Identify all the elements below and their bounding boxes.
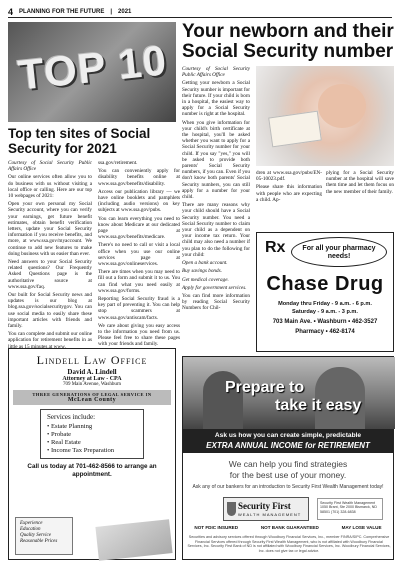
sf-logo-subtitle: WEALTH MANAGEMENT (238, 512, 302, 517)
right-article-column-1 (182, 66, 250, 326)
header-divider: | (110, 8, 113, 15)
paragraph: dren at www.ssa.gov/pubs/EN-05-10023.pdf. (256, 170, 322, 183)
paragraph: plying for a Social Security number at the hospital will save them time and let them focus on the new member of their family. (326, 170, 394, 195)
lindell-firm-name: Lindell Law Office (36, 353, 148, 367)
badge-line: Reasonable Prices (20, 539, 58, 544)
sf-help-text (183, 459, 393, 481)
chase-pharmacy-phone: Pharmacy • 462-8174 (295, 329, 355, 335)
lindell-band-text: THREE GENERATIONS OF LEGAL SERVICE IN (32, 392, 152, 397)
chase-address: 703 Main Ave. • Washburn • 462-3527 (272, 319, 378, 325)
paragraph: When you give information for your child's birth certificate at the hospital, you'll be asked whether you want to apply for a Social Security number for your child. If you say "yes," you will be asked to provide both parents' Social Security numbers, if you can. Even if you don't know both parents' Social Security numbers, you can still apply for a number for your child. (182, 119, 250, 201)
rx-icon: Rx (265, 239, 286, 256)
list-item: • Probate (47, 431, 137, 439)
sf-headline-line2: take it easy (275, 397, 362, 414)
sf-headline-line1: Prepare to (225, 379, 305, 396)
chase-drug-name: Chase Drug (266, 273, 384, 295)
lindell-services-heading: Services include: (47, 413, 96, 421)
section-name: PLANNING FOR THE FUTURE (19, 8, 105, 15)
list-item: • Estate Planning (47, 423, 137, 431)
sf-fine-print: Securities and advisory services offered through Woodbury Financial Services, Inc., member FINRA/SIPC. Comprehensive Financial Services offered through Security First Wealth Management, who is not affiliated with Woodbury Financial Services, Inc. Security First Bank of ND is not affiliated with Woodbury Financial Services, Inc. Woodbury Financial Services, Inc. does not give tax or legal advice. (187, 535, 391, 553)
paragraph: We care about giving you easy access to the information you need from us. Please feel free to share these pages with your friends and family. (98, 322, 180, 348)
paragraph: There's no need to call or visit a local office when you use our online services page at www.ssa.gov/onlineservices. (98, 242, 180, 268)
sf-contact-box: Security First Wealth Management 1050 Brant, Ste 2000 Bismarck, ND 58501 (701) 328-6838 (317, 498, 383, 520)
calculator-photo (95, 519, 172, 561)
paragraph: There are times when you may need to fill out a form and submit it to us. You can find what you need easily at www.ssa.gov/forms. (98, 269, 180, 294)
lindell-generations-band (13, 390, 171, 405)
sf-ask-banner: Ask us how you can create simple, predictable (183, 429, 393, 440)
right-article-headline: Your newborn and their Social Security number (182, 21, 394, 62)
paragraph: You can find more information by reading Social Security Numbers for Chil- (182, 292, 250, 312)
social-security-card-shape (268, 111, 322, 148)
paragraph: You can conveniently apply for disability benefits online at www.ssa.gov/benefits/disability. (98, 168, 180, 187)
disclaimer: MAY LOSE VALUE (341, 525, 382, 530)
lindell-services-list (47, 423, 137, 455)
sf-ask-bankers: Ask any of our bankers for an introduction to Security First Wealth Management today! (192, 484, 384, 490)
right-article-credit: Courtesy of Social Security Public Affairs Office (182, 66, 250, 79)
paragraph: Our built for Social Security news and updates is our blog at blog.ssa.gov/socialsecuritygov. You can use social media to easily share these important articles with friends and family. (8, 292, 92, 330)
lindell-call-text: Call us today at 701-462-8566 to arrange an appointment. (27, 463, 157, 478)
paragraph: You can complete and submit our online application for retirement benefits in as little as 15 minutes at www. (8, 331, 92, 350)
retirees-photo (183, 357, 395, 429)
page-number: 4 (8, 6, 14, 17)
lindell-law-ad (8, 348, 176, 560)
paragraph: Open your own personal my Social Security account, where you can verify your earnings, get future benefit estimates, obtain benefit verification letters, update your Social Security information if you receive benefits, and more, at www.ssa.gov/myaccount. We continue to add new features to make doing business with us easier than ever. (8, 201, 92, 257)
disclaimer: NOT FDIC INSURED (194, 525, 239, 530)
lindell-address: 709 Main Avenue, Washburn (62, 382, 121, 387)
list-item: Apply for government services. (182, 284, 247, 291)
paragraph: Getting your newborn a Social Security number is important for their future. If your child is born in a hospital, the easiest way to apply for a Social Security number is right at the hospital. (182, 80, 250, 118)
badge-line: Quality Service (20, 533, 51, 538)
left-article-headline: Top ten sites of Social Security for 2021 (8, 126, 151, 156)
sf-logo-name: Security First (238, 501, 291, 511)
list-item: • Real Estate (47, 439, 137, 447)
chase-weekday-hours: Monday thru Friday - 9 a.m. - 6 p.m. (278, 301, 372, 307)
lindell-attorney-name: David A. Lindell (67, 368, 117, 376)
pharmacy-bubble: For all your pharmacy needs! (291, 237, 387, 267)
paragraph: Need answers to your Social Security related questions? Our Frequently Asked Questions page is the authoritative source at www.ssa.gov/faq. (8, 259, 92, 290)
lindell-attorney-title: Attorney at Law - CPA (62, 376, 122, 382)
paragraph: You can learn everything you need to know about Medicare at our dedicated page at www.ssa.gov/benefits/medicare. (98, 215, 180, 241)
security-first-ad (182, 356, 394, 560)
header-year: 2021 (118, 8, 132, 15)
sf-help-line2: for the best use of your money. (229, 470, 347, 480)
page-header (8, 6, 392, 18)
left-article-credit: Courtesy of Social Security Public Affairs Office (8, 160, 92, 173)
right-article-column-3 (326, 170, 394, 210)
list-item: • Income Tax Preparation (47, 447, 137, 455)
top10-image-text: TOP 10 (15, 36, 170, 99)
badge-line: Experience (20, 521, 43, 526)
paragraph: ssa.gov/retirement. (98, 160, 138, 166)
badge-line: Education (20, 527, 41, 532)
sf-disclaimers (183, 525, 393, 530)
disclaimer: NOT BANK GUARANTEED (260, 525, 319, 530)
paragraph: Please share this information with people who are expecting a child. Ap- (256, 184, 322, 203)
paragraph: There are many reasons why your child should have a Social Security number. You need a Social Security number to claim your child as a dependent on your income tax return. Your child may also need a number if you plan to do the following for your child: (182, 202, 250, 258)
left-article-column-2 (98, 160, 180, 348)
left-article-column-1 (8, 160, 92, 350)
lindell-county: McLean County (67, 397, 117, 403)
top10-image (8, 22, 176, 122)
lindell-values-badge (15, 517, 73, 555)
sf-extra-income-banner: EXTRA ANNUAL INCOME for RETIREMENT (183, 439, 393, 453)
list-item: Get medical coverage. (182, 276, 229, 283)
paragraph: Reporting Social Security fraud is a key part of preventing it. You can help stop scammers at www.ssa.gov/antiscam/facts. (98, 296, 180, 321)
list-item: Open a bank account. (182, 260, 228, 267)
right-article-column-2 (256, 170, 322, 230)
paragraph: Our online services often allow you to do business with us without visiting a local office or calling. Here are our top 10 webpages of 2021: (8, 174, 92, 200)
chase-saturday-hours: Saturday - 9 a.m. - 3 p.m. (292, 309, 358, 315)
baby-head-shape (318, 84, 366, 128)
lindell-services-box (40, 409, 144, 459)
sf-help-line1: We can help you find strategies (228, 459, 348, 469)
newborn-photo (256, 66, 394, 166)
shield-icon (227, 502, 236, 516)
paragraph: Access our publication library — we have online booklets and pamphlets (including audio versions) on key subjects at www.ssa.gov/pubs. (98, 188, 180, 214)
security-first-logo (223, 497, 309, 521)
chase-drug-ad (256, 232, 394, 352)
list-item: Buy savings bonds. (182, 268, 222, 275)
